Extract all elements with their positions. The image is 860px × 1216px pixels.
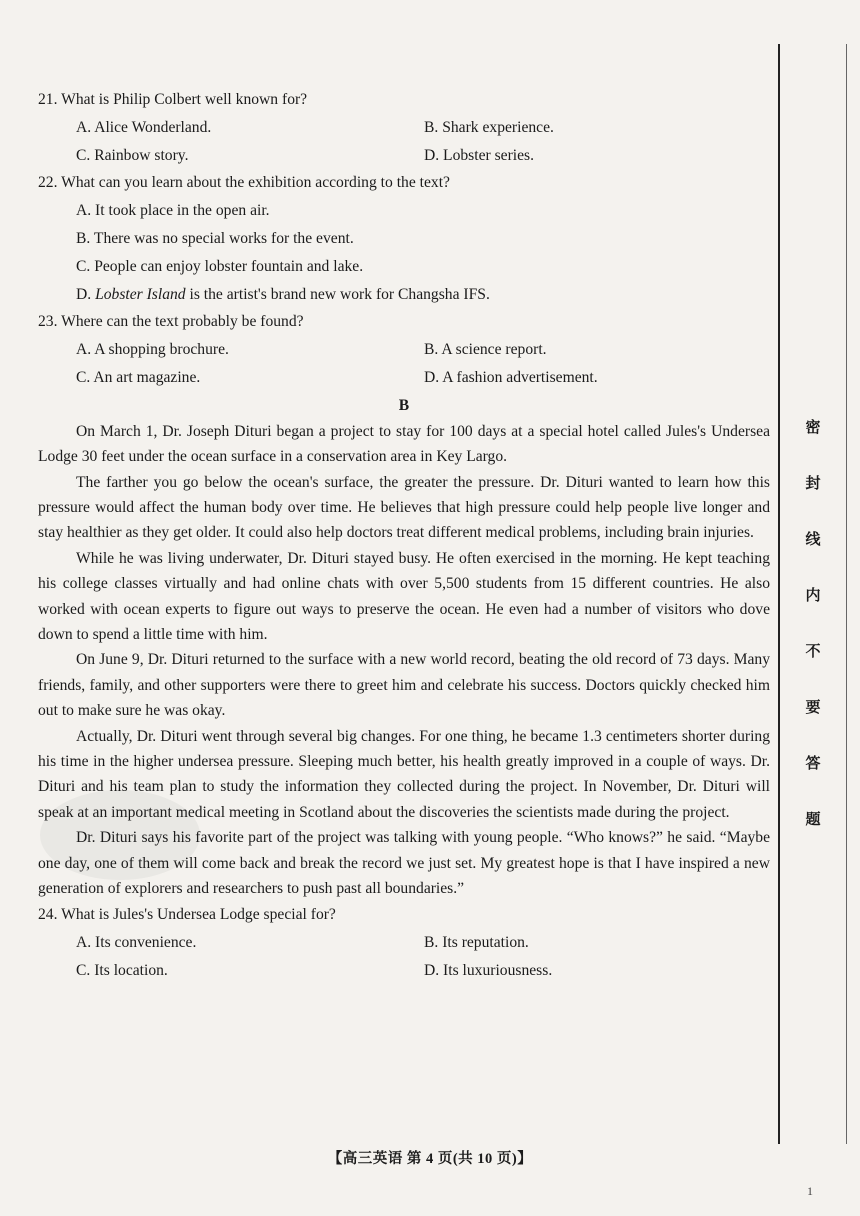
- page-number: 1: [807, 1184, 813, 1198]
- question-24-option-c: C. Its location.: [76, 962, 168, 980]
- binding-line-left: [778, 44, 780, 1144]
- question-21-option-d: D. Lobster series.: [424, 146, 534, 164]
- seal-char-8: 题: [805, 812, 821, 828]
- passage-paragraph-5: Actually, Dr. Dituri went through several big changes. For one thing, he became 1.3 centimeters shorter during his time in the higher undersea pressure. Sleeping much better, his health greatly improved in a couple of ways. Dr. Dituri and his team plan to study the information they collected during the project. In November, Dr. Dituri will speak at an important medical meeting in Scotland about the discoveries the scientists made during the project.: [38, 727, 770, 821]
- seal-line-warning: [790, 400, 836, 848]
- question-24-option-b: B. Its reputation.: [424, 934, 529, 952]
- passage-paragraph-6: Dr. Dituri says his favorite part of the project was talking with young people. “Who knows?” he said. “Maybe one day, one of them will come back and break the record we just set. My greatest hope is that I have inspired a new generation of explorers and researchers to push past all boundaries.”: [38, 829, 770, 898]
- passage-paragraph-2: The farther you go below the ocean's surface, the greater the pressure. Dr. Dituri wanted to learn how this pressure would affect the human body over time. He believes that high pressure could help people live longer and stay healthier as they get older. It could also help doctors treat different medical problems, including brain injuries.: [38, 473, 770, 542]
- page-footer: 【高三英语 第 4 页(共 10 页)】: [327, 1151, 533, 1167]
- question-21-options-row-1: [38, 114, 770, 142]
- question-22-option-c: C. People can enjoy lobster fountain and lake.: [76, 257, 364, 275]
- question-24-options-row-2: [38, 957, 770, 985]
- seal-char-5: 不: [805, 644, 821, 660]
- seal-char-7: 答: [805, 756, 821, 772]
- passage-paragraph-3: While he was living underwater, Dr. Dituri stayed busy. He often exercised in the morning. He kept teaching his college classes virtually and had online chats with over 5,500 students from 15 different countries. He also worked with ocean experts to figure out ways to preserve the ocean. He even had a number of visitors who dove down to spend a little time with him.: [38, 549, 770, 644]
- question-22-option-d-title: Lobster Island: [95, 285, 186, 303]
- question-23-options-row-1: [38, 336, 770, 364]
- page-content: [38, 86, 770, 985]
- question-21-option-b: B. Shark experience.: [424, 118, 554, 136]
- question-23-option-d: D. A fashion advertisement.: [424, 368, 598, 386]
- question-23-option-a: A. A shopping brochure.: [76, 341, 229, 359]
- question-22-option-b: B. There was no special works for the event.: [76, 229, 354, 247]
- question-24-option-d: D. Its luxuriousness.: [424, 962, 553, 980]
- question-24-options-row-1: [38, 929, 770, 957]
- question-22-option-d: [38, 281, 770, 309]
- seal-char-2: 封: [805, 476, 821, 492]
- seal-char-3: 线: [805, 532, 821, 548]
- question-22-option-a: A. It took place in the open air.: [76, 202, 270, 220]
- binding-margin: [778, 44, 848, 1144]
- question-23-stem: 23. Where can the text probably be found?: [38, 313, 304, 331]
- question-22-option-d-suffix: is the artist's brand new work for Changsha IFS.: [185, 285, 490, 303]
- question-24-option-a: A. Its convenience.: [76, 934, 197, 952]
- question-21-options-row-2: [38, 142, 770, 170]
- question-22-option-d-prefix: D.: [76, 285, 96, 303]
- question-24-stem: 24. What is Jules's Undersea Lodge special for?: [38, 906, 336, 924]
- seal-char-6: 要: [805, 700, 821, 716]
- passage-paragraph-4: On June 9, Dr. Dituri returned to the surface with a new world record, beating the old record of 73 days. Many friends, family, and other supporters were there to greet him and celebrate his success. Doctors quickly checked him out to make sure he was okay.: [38, 651, 770, 720]
- question-22-stem: 22. What can you learn about the exhibition according to the text?: [38, 174, 450, 192]
- section-b-title: B: [398, 396, 410, 414]
- seal-char-1: 密: [805, 420, 821, 436]
- question-23-option-b: B. A science report.: [424, 341, 547, 359]
- question-21-option-c: C. Rainbow story.: [76, 146, 189, 164]
- question-23-options-row-2: [38, 364, 770, 392]
- seal-char-4: 内: [805, 588, 821, 604]
- passage-paragraph-1: On March 1, Dr. Joseph Dituri began a project to stay for 100 days at a special hotel called Jules's Undersea Lodge 30 feet under the ocean surface in a conservation area in Key Largo.: [38, 422, 770, 466]
- question-23-option-c: C. An art magazine.: [76, 368, 201, 386]
- question-21-stem: 21. What is Philip Colbert well known for?: [38, 91, 308, 108]
- question-21-option-a: A. Alice Wonderland.: [76, 118, 212, 136]
- binding-line-right: [846, 44, 847, 1144]
